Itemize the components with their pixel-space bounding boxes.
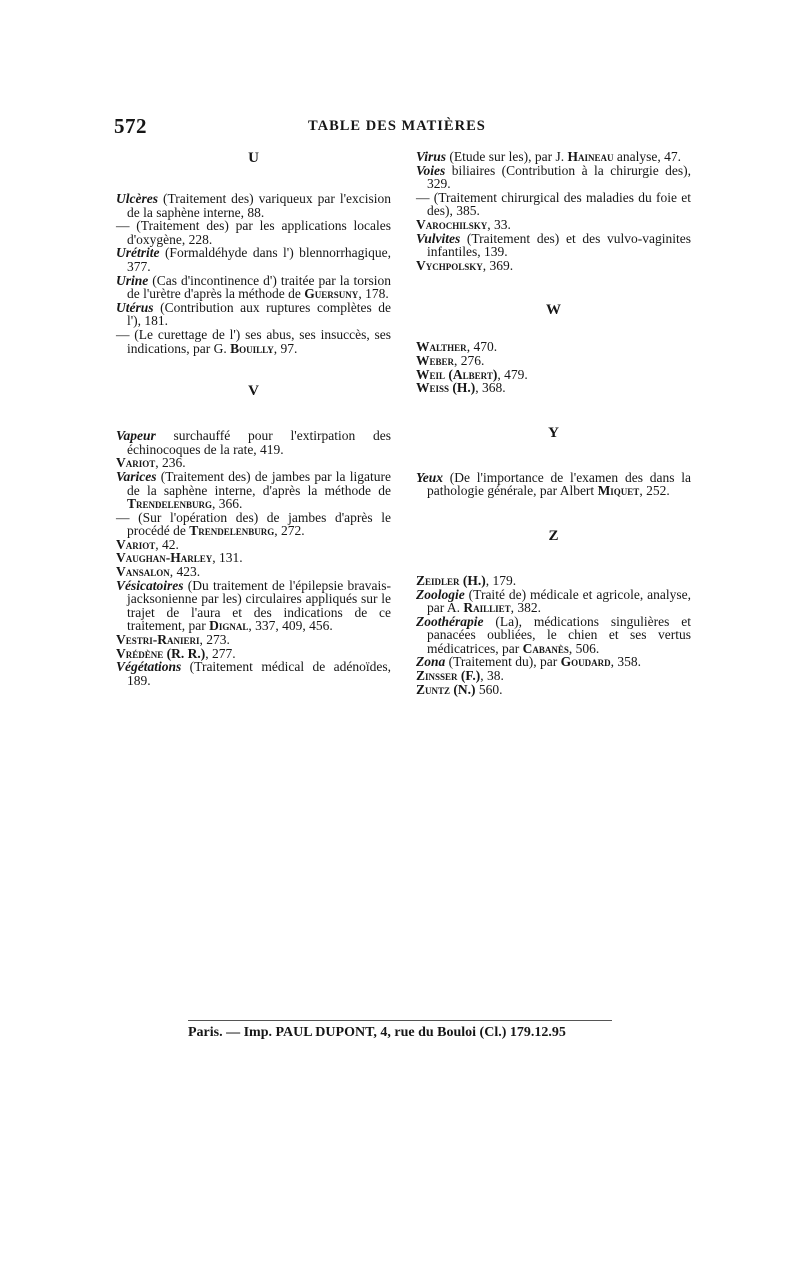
entry-term: Urine [116,272,149,288]
index-entry [416,683,691,697]
author-name: Vychpolsky [416,257,483,273]
index-entry [116,660,391,687]
index-entry [116,511,391,538]
index-entry [416,588,691,615]
entry-text: , 42. [155,536,179,552]
entry-text: , 38. [480,668,504,684]
author-name: Zinsser (F.) [416,668,481,684]
entry-text: , 179. [485,572,517,588]
author-name: Variot [116,455,156,471]
index-entry [116,633,391,647]
entry-term: Voies [416,162,446,178]
entry-text: , 236. [155,455,186,471]
entry-text: (Etude sur les), par J. [446,149,568,164]
index-entry [416,615,691,656]
entry-term: Yeux [416,469,443,485]
entry-text: , 368. [475,380,506,396]
entry-term: Vésicatoires [116,577,184,593]
entry-text: , 382. [510,600,542,616]
entry-text: — (Traitement des) par les applications locales d'oxygène, 228. [116,218,391,247]
entry-text: (De l'importance de l'examen des dans la pathologie générale, par Albert [427,469,691,499]
entry-text: (Traitement des) de jambes par la ligature de la saphène interne, d'après la méthode de [127,468,391,498]
index-entry [116,192,391,219]
index-entry [416,471,691,498]
entry-text: , 276. [454,352,485,368]
index-entry [116,470,391,511]
author-name: Varochilsky [416,216,488,232]
index-entry [416,259,691,273]
index-entry [116,274,391,301]
author-name: Zeidler (H.) [416,572,486,588]
index-entry [116,429,391,456]
section-letter-v: V [248,383,259,400]
index-entry [416,232,691,259]
index-entry [416,368,691,382]
index-entry [116,328,391,355]
index-entry [416,354,691,368]
author-name: Cabanès [522,640,569,656]
entry-text: , 272. [274,523,305,539]
entry-text: , 33. [487,216,511,232]
index-entry [416,381,691,395]
left-column [116,150,391,687]
entry-text: , 131. [212,550,243,566]
index-entry [416,669,691,683]
author-name: Variot [116,536,156,552]
index-entry [416,218,691,232]
index-entry [416,150,691,164]
entry-text: (Traitement des) et des vulvo-vaginites infantiles, 139. [427,230,691,260]
entry-text: (Traitement du), par [445,654,561,670]
index-entry [416,191,691,218]
entry-text: (Traitement médical de adénoïdes, 189. [127,659,391,688]
entry-term: Zoologie [416,586,465,602]
entry-term: Zoothérapie [416,613,484,629]
entry-term: Vulvites [416,230,461,246]
section-letter-u: U [248,150,259,166]
author-name: Weber [416,352,455,368]
section-letter-w: W [546,302,561,319]
entry-text: biliaires (Contribution à la chirurgie des), 329. [427,162,691,192]
entry-text: , 178. [358,286,389,302]
printer-imprint: Paris. — Imp. PAUL DUPONT, 4, rue du Bouloi (Cl.) 179.12.95 [188,1025,566,1040]
entry-text: surchauffé pour l'extirpation des échinocoques de la rate, 419. [127,428,391,457]
entry-text: (La), médications singulières et panacées oubliées, le chien et ses vertus médicatrices, par [427,613,691,656]
author-name: Bouilly [230,340,274,356]
index-entry [116,647,391,661]
author-name: Railliet [463,600,511,616]
index-entry [116,246,391,273]
index-entry [116,565,391,579]
index-entry [116,579,391,633]
entry-text: , 470. [466,339,498,355]
index-entry [116,301,391,328]
index-entry [116,219,391,246]
entry-text: analyse, 47. [613,149,681,164]
entry-text: (Traitement des) variqueux par l'excision de la saphène interne, 88. [127,191,391,220]
entry-term: Urétrite [116,245,160,261]
author-name: Miquet [597,483,640,499]
entry-text: , 506. [568,640,600,656]
entry-text: — (Le curettage de l') ses abus, ses insuccès, ses indications, par G. [116,326,391,356]
author-name: Trendelenburg [189,523,275,539]
entry-text: , 273. [199,632,230,648]
entry-text: , 337, 409, 456. [248,618,333,634]
running-title: TABLE DES MATIÈRES [308,118,486,134]
section-letter-y: Y [548,424,559,441]
entry-text: 560. [475,681,503,697]
entry-term: Ulcères [116,191,158,206]
author-name: Guersuny [304,286,359,302]
index-entry [416,574,691,588]
index-entry [416,340,691,354]
author-name: Haineau [567,149,614,164]
entry-text: , 423. [169,564,201,580]
author-name: Zuntz (N.) [416,681,476,697]
right-column [416,150,691,696]
entry-text: (Contribution aux ruptures complètes de l'), 181. [127,299,391,329]
entry-term: Varices [116,468,157,484]
entry-term: Végétations [116,659,182,675]
section-letter-z: Z [548,527,559,544]
entry-term: Zona [416,654,446,670]
index-entry [116,538,391,552]
entry-text: , 97. [273,340,298,356]
author-name: Weiss (H.) [416,380,476,396]
author-name: Walther [416,339,467,355]
entry-text: (Cas d'incontinence d') traitée par la torsion de l'urètre d'après la méthode de [127,272,391,302]
index-entry [116,456,391,470]
entry-text: , 252. [639,483,670,499]
entry-text: (Formaldéhyde dans l') blennorrhagique, 377. [127,245,391,274]
entry-term: Vapeur [116,428,156,444]
author-name: Goudard [560,654,611,670]
entry-text: , 366. [212,496,243,512]
entry-text: , 369. [482,257,514,273]
entry-text: (Traité de) médicale et agricole, analyse, par A. [427,586,691,616]
footer-rule [188,1020,612,1021]
entry-text: — (Traitement chirurgical des maladies du foie et des), 385. [416,189,691,219]
entry-term: Utérus [116,299,154,315]
author-name: Dignal [209,618,249,634]
entry-text: — (Sur l'opération des) de jambes d'après le procédé de [116,509,391,539]
entry-text: , 277. [205,645,236,661]
entry-text: (Du traitement de l'épilepsie bravais-jacksonienne par les) circulaires appliqués sur le trajet de l'aura et des indications de ce traitement, par [127,577,391,634]
author-name: Vestri-Ranieri [116,632,200,648]
entry-text: , 479. [497,366,528,382]
index-entry [116,551,391,565]
entry-term: Virus [416,149,447,164]
entry-text: , 358. [610,654,641,670]
author-name: Vrédène (R. R.) [116,645,206,661]
author-name: Trendelenburg [127,496,213,512]
page-number: 572 [114,114,147,138]
index-entry [416,164,691,191]
index-entry [416,655,691,669]
author-name: Vansalon [116,564,170,580]
author-name: Weil (Albert) [416,366,498,382]
author-name: Vaughan-Harley [116,550,213,566]
